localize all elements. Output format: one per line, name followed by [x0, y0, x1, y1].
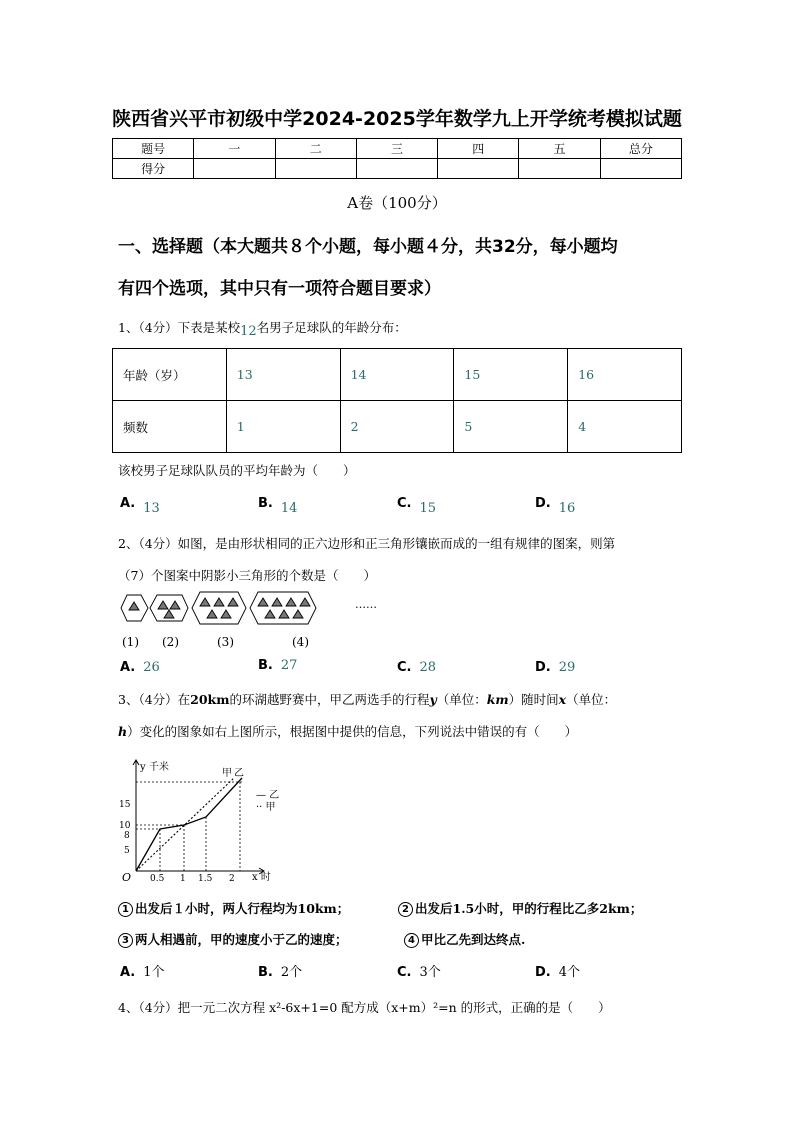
legend-jia: ·· 甲 — [256, 802, 276, 813]
q3-text: （单位： — [566, 692, 617, 707]
option-letter: D. — [535, 660, 551, 675]
statement-number: 1 — [118, 902, 133, 917]
score-cell — [356, 159, 437, 179]
option-letter: A. — [120, 660, 136, 675]
score-table — [112, 138, 682, 179]
q3-option-b[interactable] — [258, 961, 302, 980]
score-cell — [194, 159, 275, 179]
age-cell: 16 — [568, 349, 682, 401]
option-value: 16 — [558, 501, 576, 516]
option-letter: B. — [258, 496, 273, 511]
origin-label: O — [122, 871, 132, 884]
section1-title-line1: 一、选择题（本大题共８个小题，每小题４分，共32分，每小题均 — [118, 237, 618, 257]
x-tick-0.5: 0.5 — [150, 874, 165, 884]
q1-option-c[interactable] — [397, 496, 437, 516]
q3-text: 3、（4分）在 — [118, 692, 191, 707]
pattern-4 — [250, 592, 316, 624]
q1-suffix: 名男子足球队的年龄分布： — [256, 320, 407, 335]
option-value: 4个 — [558, 965, 581, 980]
score-cell — [600, 159, 681, 179]
frequency-cell: 4 — [568, 401, 682, 453]
option-value: 15 — [419, 501, 437, 516]
pattern-3 — [192, 592, 246, 624]
y-tick-8: 8 — [124, 831, 130, 841]
option-letter: D. — [535, 496, 551, 511]
q3-unit-h: h — [118, 724, 128, 739]
q2-option-c[interactable] — [397, 660, 436, 675]
score-col-3: 三 — [356, 139, 437, 159]
option-value: 29 — [558, 660, 576, 675]
age-distribution-table — [112, 348, 682, 453]
distance-time-graph — [116, 756, 296, 886]
score-col-1: 一 — [194, 139, 275, 159]
legend-yi: — 乙 — [256, 790, 280, 801]
pattern-label-1: (1) — [122, 635, 139, 649]
y-axis-label: y 千米 — [140, 762, 169, 773]
option-value: 27 — [280, 658, 298, 673]
q1-option-a[interactable] — [120, 496, 160, 516]
frequency-cell: 1 — [226, 401, 340, 453]
x-tick-1.5: 1.5 — [198, 874, 213, 884]
q3-var-x: x — [558, 692, 567, 707]
pattern-label-3: (3) — [217, 635, 234, 649]
page-title: 陕西省兴平市初级中学2024-2025学年数学九上开学统考模拟试题 — [112, 108, 682, 130]
option-value: 13 — [143, 501, 160, 516]
q1-option-d[interactable] — [535, 496, 576, 516]
score-cell — [519, 159, 600, 179]
q3-statement-3 — [118, 930, 348, 948]
x-tick-1: 1 — [180, 874, 186, 884]
pattern-label-2: (2) — [162, 635, 179, 649]
pattern-label-4: (4) — [292, 635, 309, 649]
score-col-total: 总分 — [600, 139, 681, 159]
option-letter: D. — [535, 965, 551, 980]
score-header-label: 题号 — [113, 139, 194, 159]
section1-title-line2: 有四个选项，其中只有一项符合题目要求） — [118, 279, 441, 299]
statement-number: 2 — [398, 902, 413, 917]
q2-stem-line2: （7）个图案中阴影小三角形的个数是（ ） — [118, 568, 376, 583]
option-value: 28 — [419, 660, 437, 675]
y-tick-5: 5 — [124, 846, 130, 856]
q3-unit-km: km — [486, 692, 509, 707]
score-col-5: 五 — [519, 139, 600, 159]
score-col-4: 四 — [438, 139, 519, 159]
q1-option-b[interactable] — [258, 496, 298, 516]
option-letter: B. — [258, 658, 273, 673]
frequency-row-label: 频数 — [113, 401, 227, 453]
q3-stem-line1 — [118, 690, 616, 708]
frequency-cell: 2 — [340, 401, 454, 453]
frequency-cell: 5 — [454, 401, 568, 453]
option-letter: B. — [258, 965, 273, 980]
q2-option-d[interactable] — [535, 660, 575, 675]
option-value: 14 — [280, 501, 298, 516]
option-letter: C. — [397, 965, 412, 980]
q3-option-d[interactable] — [535, 961, 580, 980]
score-table-score-row — [113, 159, 682, 179]
q3-distance: 20km — [190, 692, 230, 707]
y-tick-10: 10 — [119, 821, 131, 831]
age-cell: 15 — [454, 349, 568, 401]
q3-stem-line2 — [118, 722, 577, 740]
age-cell: 13 — [226, 349, 340, 401]
statement-text: 甲比乙先到达终点. — [421, 932, 526, 947]
q3-statement-1 — [118, 899, 349, 917]
q3-statement-4 — [404, 930, 525, 948]
pattern-1 — [121, 595, 148, 621]
option-letter: A. — [120, 965, 136, 980]
statement-number: 4 — [404, 933, 419, 948]
option-value: 26 — [143, 660, 160, 675]
q3-text: ）变化的图象如右上图所示，根据图中提供的信息，下列说法中错误的有（ ） — [127, 724, 578, 739]
q1-stem — [118, 318, 407, 339]
q3-text: 的环湖越野赛中，甲乙两选手的行程 — [229, 692, 430, 707]
statement-text: 出发后1.5小时，甲的行程比乙多2km； — [415, 901, 643, 916]
option-letter: C. — [397, 496, 412, 511]
score-cell — [438, 159, 519, 179]
x-tick-2: 2 — [229, 874, 235, 884]
pattern-2 — [150, 595, 188, 621]
score-col-2: 二 — [275, 139, 356, 159]
q3-text: （单位： — [436, 692, 487, 707]
q3-option-c[interactable] — [397, 961, 441, 980]
y-tick-15: 15 — [119, 800, 131, 810]
score-row-label: 得分 — [113, 159, 194, 179]
q4-stem: 4、（4分）把一元二次方程 x²-6x+1=0 配方成（x+m）²=n 的形式，正确的是（ ） — [118, 1000, 611, 1015]
frequency-row — [113, 401, 682, 453]
option-letter: C. — [397, 660, 412, 675]
q2-stem-line1: 2、（4分）如图，是由形状相同的正六边形和正三角形镶嵌而成的一组有规律的图案，则第 — [118, 536, 616, 551]
q2-option-b[interactable] — [258, 658, 297, 673]
age-row-label: 年龄（岁） — [113, 349, 227, 401]
tessellation-pattern-figure — [118, 588, 378, 628]
option-value: 2个 — [280, 965, 303, 980]
q3-statement-2 — [398, 899, 642, 917]
pattern-ellipsis: …… — [355, 598, 377, 611]
x-axis-label: x 时 — [252, 872, 271, 883]
q3-var-y: y — [429, 692, 437, 707]
q2-option-a[interactable] — [120, 660, 160, 675]
score-cell — [275, 159, 356, 179]
statement-text: 两人相遇前，甲的速度小于乙的速度； — [135, 932, 348, 947]
series-label-jia: 甲 — [222, 768, 232, 779]
q3-text: ）随时间 — [508, 692, 559, 707]
series-yi-line — [136, 778, 242, 871]
option-letter: A. — [120, 496, 136, 511]
option-value: 3个 — [419, 965, 441, 980]
option-value: 1个 — [143, 965, 165, 980]
age-row — [113, 349, 682, 401]
statement-number: 3 — [118, 933, 133, 948]
statement-text: 出发后１小时，两人行程均为10km； — [135, 901, 350, 916]
series-label-yi: 乙 — [234, 768, 244, 779]
q1-prefix: 1、（4分）下表是某校 — [118, 320, 241, 335]
q1-question: 该校男子足球队队员的平均年龄为（ ） — [118, 463, 356, 478]
q1-team-size: 12 — [240, 324, 257, 339]
section-a-heading: A卷（100分） — [347, 194, 447, 212]
score-table-header-row — [113, 139, 682, 159]
q3-option-a[interactable] — [120, 961, 165, 980]
age-cell: 14 — [340, 349, 454, 401]
